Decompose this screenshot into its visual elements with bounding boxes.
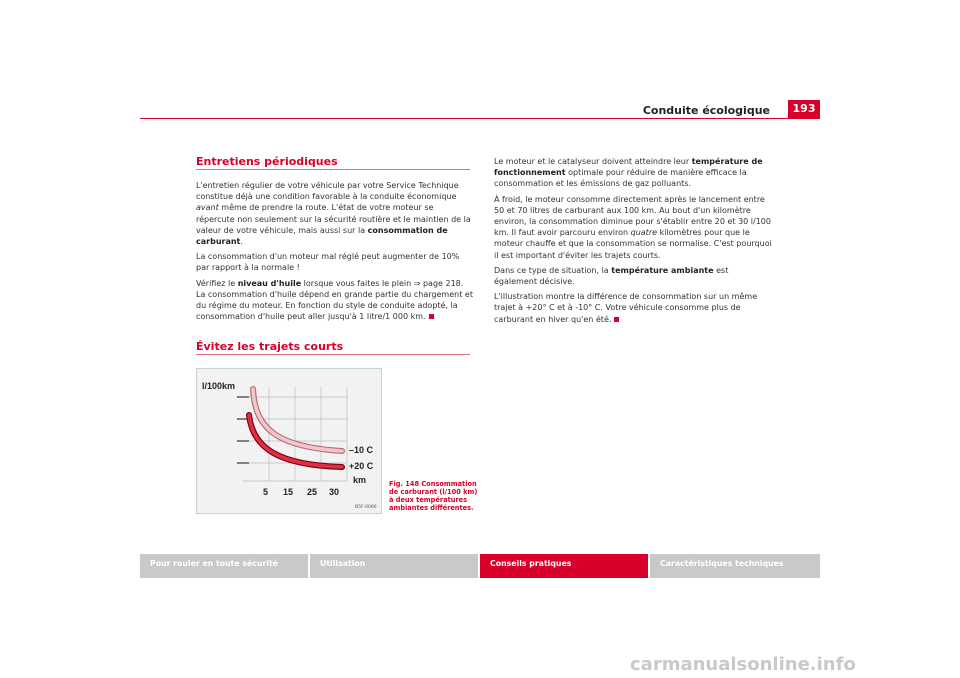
figure-code: B5F-0096 [355, 505, 377, 510]
paragraph: La consommation d'un moteur mal réglé peut augmenter de 10% par rapport à la normale ! [196, 252, 460, 273]
footer-tab-utilisation[interactable]: Utilisation [310, 554, 478, 578]
x-axis-unit: km [353, 475, 367, 485]
paragraph: L'entretien régulier de votre véhicule par votre Service Technique constitue déjà une condition favorable à la conduite économique avant même de prendre la route. L'état de votre moteur se répercute non seulement sur la sécurité routière et le maintien de la valeur de votre véhicule, mais aussi sur la consommation de carburant. [196, 181, 471, 247]
watermark: carmanualsonline.info [630, 654, 856, 675]
right-column-text [494, 156, 772, 329]
fuel-consumption-figure [196, 368, 382, 514]
running-header-title: Conduite écologique [642, 104, 770, 117]
section-rule [196, 354, 470, 355]
x-tick-label: 30 [329, 487, 340, 497]
end-of-section-icon [429, 314, 434, 319]
end-of-section-icon [614, 317, 619, 322]
footer-tab-conseils[interactable]: Conseils pratiques [480, 554, 648, 578]
figure-caption: Fig. 148 Consommation de carburant (l/100 km) à deux températures ambiantes différentes. [389, 480, 478, 512]
paragraph: Le moteur et le catalyseur doivent atteindre leur température de fonctionnement optimale pour réduire de manière efficace la consommation et les émissions de gaz polluants. [494, 157, 763, 189]
paragraph: Dans ce type de situation, la température ambiante est également décisive. [494, 265, 729, 287]
footer-tab-securite[interactable]: Pour rouler en toute sécurité [140, 554, 308, 578]
y-axis-ticks [237, 397, 249, 463]
header-rule [140, 118, 820, 119]
curve-label-plus-20: +20 C [349, 461, 374, 471]
left-column-text [196, 180, 474, 326]
paragraph: À froid, le moteur consomme directement après le lancement entre 50 et 70 litres de carburant aux 100 km. Au bout d'un kilomètre environ, la consommation diminue pour s'établir entre 20 et 30 l/100 km. Il faut avoir parcouru environ quatre kilomètres pour que le moteur chauffe et que la consommation se normalise. C'est pourquoi il est important d'éviter les trajets courts. [494, 194, 772, 260]
x-tick-label: 5 [263, 487, 269, 497]
x-tick-label: 15 [283, 487, 294, 497]
section-rule [196, 169, 470, 170]
page-number: 193 [788, 100, 820, 118]
curve-minus-10 [253, 389, 342, 451]
footer-tab-caracteristiques[interactable]: Caractéristiques techniques [650, 554, 820, 578]
section-title-entretiens: Entretiens périodiques [196, 155, 338, 168]
curve-label-minus-10: –10 C [349, 445, 374, 455]
section-title-trajets-courts: Évitez les trajets courts [196, 340, 344, 353]
paragraph: Vérifiez le niveau d'huile lorsque vous faites le plein ⇒ page 218. La consommation d'huile dépend en grande partie du chargement et du régime du moteur. En fonction du style de conduite adopté, la consommation d'huile peut aller jusqu'à 1 litre/1 000 km. [196, 278, 473, 322]
y-axis-label: l/100km [202, 381, 236, 391]
x-tick-label: 25 [307, 487, 318, 497]
paragraph: L'illustration montre la différence de consommation sur un même trajet à +20° C et à -10° C. Votre véhicule consomme plus de carburant en hiver qu'en été. [494, 292, 758, 324]
